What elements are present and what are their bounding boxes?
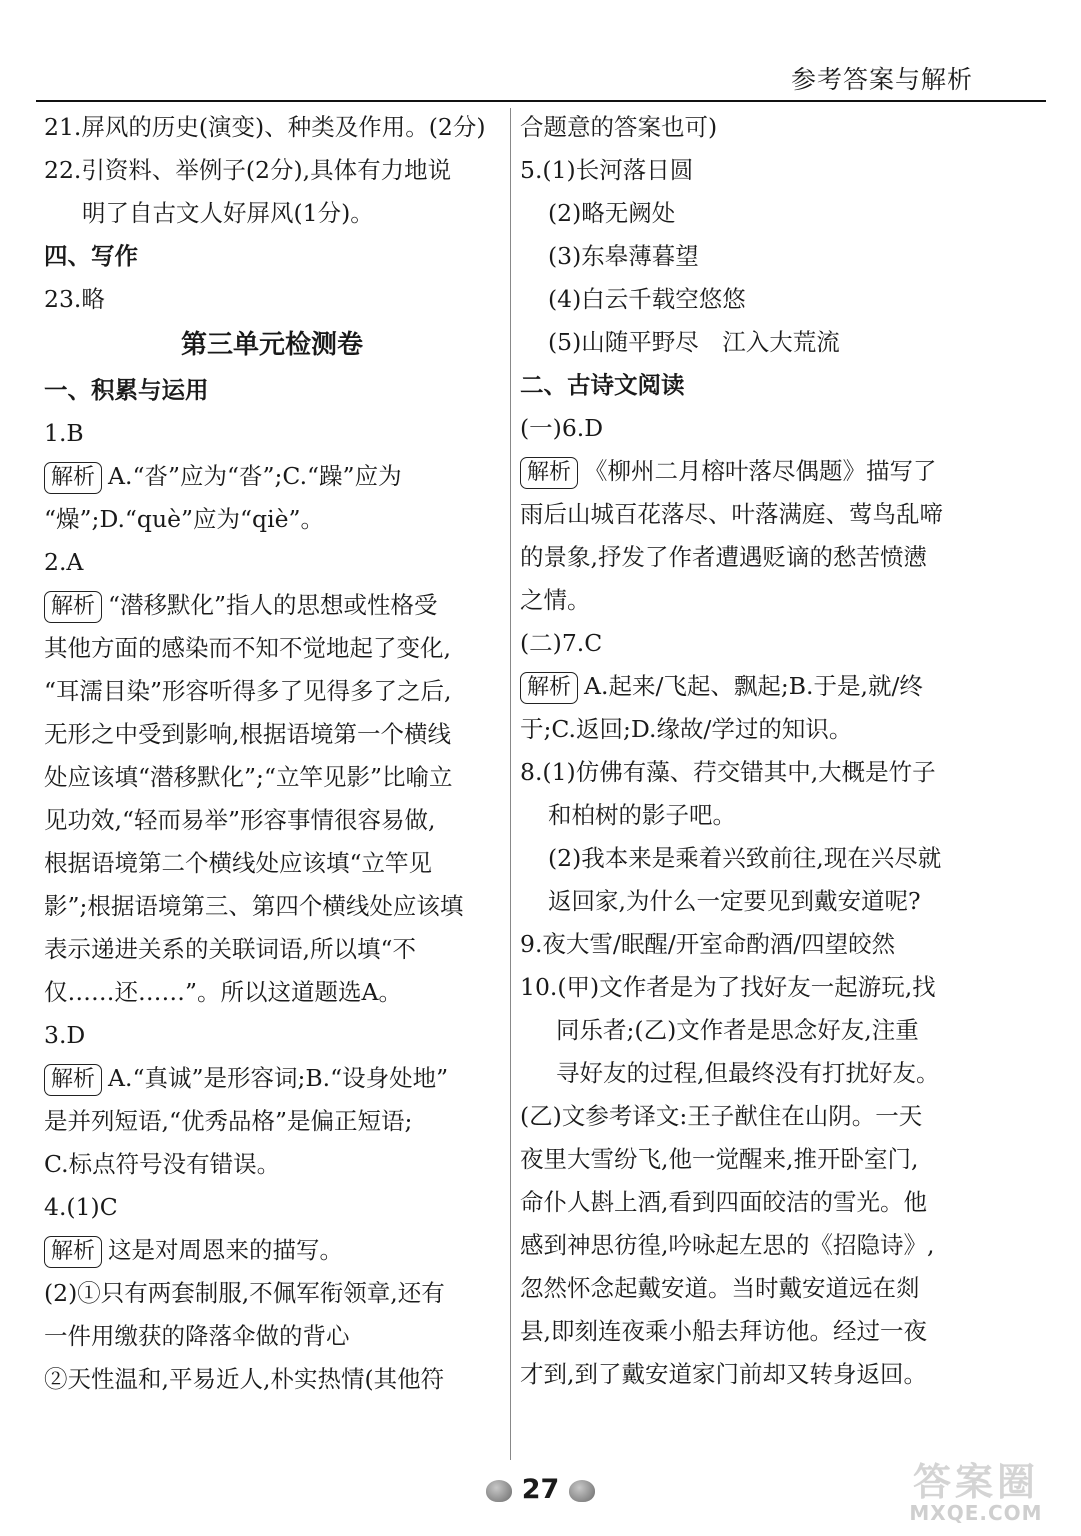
answer-line: 无形之中受到影响,根据语境第一个横线 <box>44 720 451 748</box>
answer-line: 影”;根据语境第三、第四个横线处应该填 <box>44 892 464 920</box>
answer-line: 是并列短语,“优秀品格”是偏正短语; <box>44 1107 413 1135</box>
translation-line: 夜里大雪纷飞,他一觉醒来,推开卧室门, <box>520 1145 919 1173</box>
answer-line: 一件用缴获的降落伞做的背心 <box>44 1322 350 1350</box>
answer-line: (一)6.D <box>520 414 604 442</box>
answer-line: (5)山随平野尽 江入大荒流 <box>548 328 840 356</box>
header-rule <box>36 100 1046 102</box>
answer-line: 于;C.返回;D.缘故/学过的知识。 <box>520 715 853 743</box>
section-heading: 二、古诗文阅读 <box>520 371 685 399</box>
answer-line: (2)①只有两套制服,不佩军衔领章,还有 <box>44 1279 445 1307</box>
answer-line: 23.略 <box>44 285 105 313</box>
analysis-text: A.“真诚”是形容词;B.“设身处地” <box>108 1064 449 1092</box>
answer-line: 雨后山城百花落尽、叶落满庭、莺鸟乱啼 <box>520 500 943 528</box>
analysis-line <box>520 450 972 493</box>
analysis-text: “潜移默化”指人的思想或性格受 <box>108 591 438 619</box>
analysis-tag: 解析 <box>520 672 578 704</box>
analysis-tag: 解析 <box>520 457 578 489</box>
answer-line: 3.D <box>44 1021 86 1049</box>
answer-line: 寻好友的过程,但最终没有打扰好友。 <box>556 1059 940 1087</box>
answer-line: 根据语境第二个横线处应该填“立竿见 <box>44 849 433 877</box>
analysis-line <box>44 584 500 627</box>
answer-line: C.标点符号没有错误。 <box>44 1150 281 1178</box>
section-heading: 一、积累与运用 <box>44 376 209 404</box>
answer-line: 10.(甲)文作者是为了找好友一起游玩,找 <box>520 973 936 1001</box>
answer-line: 见功效,“轻而易举”形容事情很容易做, <box>44 806 436 834</box>
translation-line: 忽然怀念起戴安道。当时戴安道远在剡 <box>520 1274 920 1302</box>
answer-line: 和柏树的影子吧。 <box>548 801 736 829</box>
left-column <box>44 106 500 1401</box>
translation-line: (乙)文参考译文:王子猷住在山阴。一天 <box>520 1102 923 1130</box>
page-number: 27 <box>521 1474 560 1505</box>
analysis-line <box>44 455 500 498</box>
answer-line: (3)东皋薄暮望 <box>548 242 699 270</box>
answer-line: 21.屏风的历史(演变)、种类及作用。(2分) <box>44 113 486 141</box>
answer-line: 处应该填“潜移默化”;“立竿见影”比喻立 <box>44 763 453 791</box>
watermark-text: 答案圈 <box>912 1460 1039 1504</box>
answer-line: “耳濡目染”形容听得多了见得多了之后, <box>44 677 452 705</box>
watermark-logo <box>881 1458 1071 1528</box>
answer-line: 4.(1)C <box>44 1193 118 1221</box>
answer-line: 22.引资料、举例子(2分),具体有力地说 <box>44 156 452 184</box>
answer-line: 同乐者;(乙)文作者是思念好友,注重 <box>556 1016 919 1044</box>
analysis-tag: 解析 <box>44 1236 102 1268</box>
translation-line: 才到,到了戴安道家门前却又转身返回。 <box>520 1360 927 1388</box>
leaf-icon <box>486 1480 512 1502</box>
answer-line: 1.B <box>44 419 84 447</box>
answer-line: 明了自古文人好屏风(1分)。 <box>82 199 374 227</box>
answer-line: 5.(1)长河落日圆 <box>520 156 694 184</box>
answer-line: 之情。 <box>520 586 591 614</box>
answer-line: 9.夜大雪/眠醒/开室命酌酒/四望皎然 <box>520 930 896 958</box>
answer-line: 的景象,抒发了作者遭遇贬谪的愁苦愤懑 <box>520 543 927 571</box>
analysis-text: 《柳州二月榕叶落尽偶题》描写了 <box>584 457 937 485</box>
analysis-text: A.起来/飞起、飘起;B.于是,就/终 <box>584 672 923 700</box>
translation-line: 命仆人斟上酒,看到四面皎洁的雪光。他 <box>520 1188 927 1216</box>
analysis-tag: 解析 <box>44 462 102 494</box>
column-divider <box>510 108 511 1460</box>
answer-line: 合题意的答案也可) <box>520 113 718 141</box>
answer-line: 2.A <box>44 548 84 576</box>
header-title: 参考答案与解析 <box>790 65 973 94</box>
right-column <box>520 106 972 1396</box>
answer-line: (2)我本来是乘着兴致前往,现在兴尽就 <box>548 844 942 872</box>
answer-line: “燥”;D.“què”应为“qiè”。 <box>44 505 325 533</box>
analysis-text: 这是对周恩来的描写。 <box>108 1236 344 1264</box>
translation-line: 县,即刻连夜乘小船去拜访他。经过一夜 <box>520 1317 927 1345</box>
answer-line: (二)7.C <box>520 629 603 657</box>
answer-line: 仅……还……”。所以这道题选A。 <box>44 978 402 1006</box>
analysis-line <box>44 1057 500 1100</box>
unit-title: 第三单元检测卷 <box>180 330 363 360</box>
section-heading: 四、写作 <box>44 242 138 270</box>
answer-line: (2)略无阙处 <box>548 199 676 227</box>
analysis-line <box>44 1229 500 1272</box>
watermark-url: MXQE.COM <box>909 1501 1043 1525</box>
answer-line: 返回家,为什么一定要见到戴安道呢? <box>548 887 921 915</box>
answer-line: 其他方面的感染而不知不觉地起了变化, <box>44 634 451 662</box>
analysis-text: A.“沓”应为“沓”;C.“躁”应为 <box>108 462 402 490</box>
analysis-line <box>520 665 972 708</box>
answer-line: ②天性温和,平易近人,朴实热情(其他符 <box>44 1365 445 1393</box>
answer-line: (4)白云千载空悠悠 <box>548 285 746 313</box>
answer-line: 8.(1)仿佛有藻、荇交错其中,大概是竹子 <box>520 758 936 786</box>
translation-line: 感到神思彷徨,吟咏起左思的《招隐诗》, <box>520 1231 935 1259</box>
analysis-tag: 解析 <box>44 1064 102 1096</box>
answer-line: 表示递进关系的关联词语,所以填“不 <box>44 935 416 963</box>
leaf-icon <box>569 1480 595 1502</box>
analysis-tag: 解析 <box>44 591 102 623</box>
